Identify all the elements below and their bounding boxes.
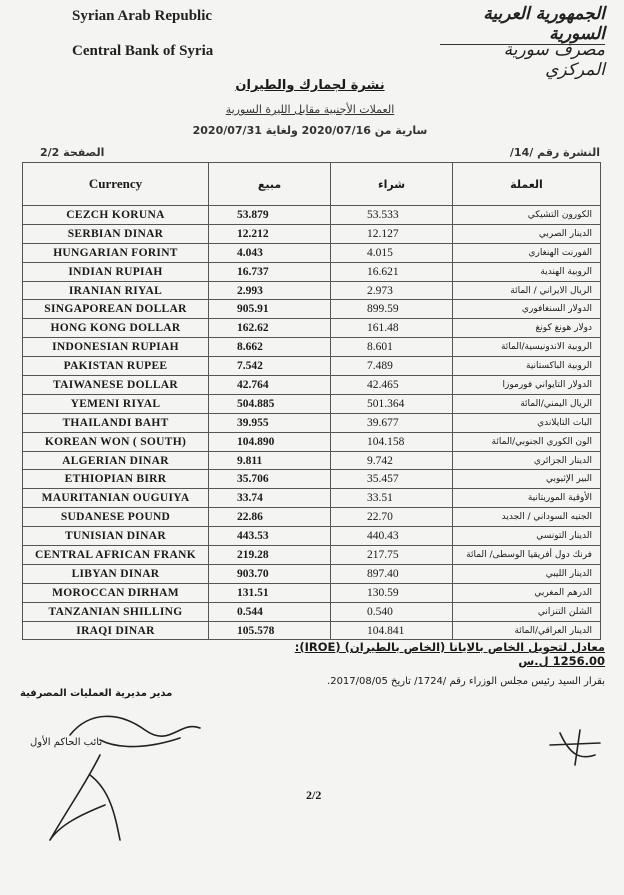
currency-name-ar: الشلن التنزاني — [453, 602, 601, 621]
buy-rate: 440.43 — [331, 527, 453, 546]
sell-rate: 219.28 — [209, 546, 331, 565]
currency-name-en: MAURITANIAN OUGUIYA — [23, 489, 209, 508]
sell-rate: 16.737 — [209, 262, 331, 281]
table-row — [23, 432, 601, 451]
currency-name-en: TAIWANESE DOLLAR — [23, 376, 209, 395]
currency-name-en: THAILANDI BAHT — [23, 413, 209, 432]
currency-name-en: YEMENI RIYAL — [23, 394, 209, 413]
buy-rate: 39.677 — [331, 413, 453, 432]
sell-rate: 35.706 — [209, 470, 331, 489]
currency-name-ar: الدينار التونسي — [453, 527, 601, 546]
currency-name-en: ETHIOPIAN BIRR — [23, 470, 209, 489]
buy-rate: 12.127 — [331, 224, 453, 243]
sell-rate: 2.993 — [209, 281, 331, 300]
sell-rate: 12.212 — [209, 224, 331, 243]
table-row — [23, 583, 601, 602]
bulletin-number: النشرة رقم /14/ — [509, 146, 600, 159]
sell-rate: 22.86 — [209, 508, 331, 527]
table-row — [23, 300, 601, 319]
sell-rate: 9.811 — [209, 451, 331, 470]
sell-rate: 53.879 — [209, 206, 331, 225]
header-buy: شراء — [331, 163, 453, 206]
currency-name-ar: الفورنت الهنغاري — [453, 243, 601, 262]
header-sell: مبيع — [209, 163, 331, 206]
currency-name-ar: الدينار الصربي — [453, 224, 601, 243]
bulletin-validity: سارية من 2020/07/16 ولغاية 2020/07/31 — [192, 124, 428, 137]
table-row — [23, 621, 601, 640]
buy-rate: 0.540 — [331, 602, 453, 621]
buy-rate: 2.973 — [331, 281, 453, 300]
header-currency-en: Currency — [23, 163, 209, 206]
buy-rate: 501.364 — [331, 394, 453, 413]
currency-name-en: HONG KONG DOLLAR — [23, 319, 209, 338]
buy-rate: 104.158 — [331, 432, 453, 451]
currency-name-en: KOREAN WON ( SOUTH) — [23, 432, 209, 451]
page-indicator: الصفحة 2/2 — [40, 146, 105, 159]
table-row — [23, 527, 601, 546]
table-header-row — [23, 163, 601, 206]
currency-name-ar: البات التايلاندي — [453, 413, 601, 432]
signer-title: مدير مديرية العمليات المصرفية — [20, 688, 173, 699]
currency-name-en: IRAQI DINAR — [23, 621, 209, 640]
buy-rate: 22.70 — [331, 508, 453, 527]
currency-name-en: INDIAN RUPIAH — [23, 262, 209, 281]
buy-rate: 7.489 — [331, 357, 453, 376]
currency-name-ar: الريال الايراني / المائة — [453, 281, 601, 300]
table-row — [23, 376, 601, 395]
currency-name-en: LIBYAN DINAR — [23, 564, 209, 583]
buy-rate: 9.742 — [331, 451, 453, 470]
header-currency-ar: العملة — [453, 163, 601, 206]
decree-note: بقرار السيد رئيس مجلس الوزراء رقم /1724/ تاريخ 2017/08/05. — [327, 676, 605, 687]
table-row — [23, 489, 601, 508]
currency-name-ar: البير الإثيوبي — [453, 470, 601, 489]
bulletin-title: نشرة لجمارك والطيران — [235, 78, 385, 93]
buy-rate: 130.59 — [331, 583, 453, 602]
table-row — [23, 262, 601, 281]
buy-rate: 897.40 — [331, 564, 453, 583]
table-row — [23, 451, 601, 470]
sell-rate: 162.62 — [209, 319, 331, 338]
table-row — [23, 281, 601, 300]
currency-name-ar: دولار هونغ كونغ — [453, 319, 601, 338]
sell-rate: 104.890 — [209, 432, 331, 451]
currency-name-ar: الأوقية الموريتانية — [453, 489, 601, 508]
sell-rate: 105.578 — [209, 621, 331, 640]
currency-name-en: INDONESIAN RUPIAH — [23, 338, 209, 357]
buy-rate: 8.601 — [331, 338, 453, 357]
sell-rate: 0.544 — [209, 602, 331, 621]
currency-name-ar: فرنك دول أفريقيا الوسطى/ المائة — [453, 546, 601, 565]
table-row — [23, 243, 601, 262]
table-row — [23, 338, 601, 357]
sell-rate: 905.91 — [209, 300, 331, 319]
currency-name-en: CENTRAL AFRICAN FRANK — [23, 546, 209, 565]
sell-rate: 39.955 — [209, 413, 331, 432]
currency-name-ar: الكورون التشيكي — [453, 206, 601, 225]
buy-rate: 104.841 — [331, 621, 453, 640]
table-row — [23, 224, 601, 243]
bank-name-ar: مصرف سورية المركزي — [503, 40, 605, 80]
currency-name-ar: الروبية الباكستانية — [453, 357, 601, 376]
sell-rate: 131.51 — [209, 583, 331, 602]
currency-name-ar: الروبية الاندونيسية/المائة — [453, 338, 601, 357]
currency-name-ar: الدينار العراقي/المائة — [453, 621, 601, 640]
buy-rate: 899.59 — [331, 300, 453, 319]
buy-rate: 53.533 — [331, 206, 453, 225]
bank-name-en: Central Bank of Syria — [72, 43, 214, 59]
table-row — [23, 413, 601, 432]
currency-name-ar: الروبية الهندية — [453, 262, 601, 281]
sell-rate: 8.662 — [209, 338, 331, 357]
buy-rate: 4.015 — [331, 243, 453, 262]
currency-name-en: HUNGARIAN FORINT — [23, 243, 209, 262]
buy-rate: 35.457 — [331, 470, 453, 489]
sell-rate: 7.542 — [209, 357, 331, 376]
currency-name-en: TANZANIAN SHILLING — [23, 602, 209, 621]
table-row — [23, 470, 601, 489]
iroe-exchange-note: معادل لتحويل الخاص بالايانا (الخاص بالطيران) (IROE): 1256.00 ل.س — [294, 640, 605, 668]
buy-rate: 33.51 — [331, 489, 453, 508]
currency-name-ar: الدينار الجزائري — [453, 451, 601, 470]
table-row — [23, 546, 601, 565]
buy-rate: 42.465 — [331, 376, 453, 395]
currency-name-ar: الدرهم المغربي — [453, 583, 601, 602]
currency-name-en: SUDANESE POUND — [23, 508, 209, 527]
signature-stamp-mark — [540, 725, 610, 770]
sell-rate: 33.74 — [209, 489, 331, 508]
currency-name-ar: الجنيه السوداني / الجديد — [453, 508, 601, 527]
country-name-ar: الجمهورية العربية السورية — [440, 4, 605, 45]
sell-rate: 504.885 — [209, 394, 331, 413]
table-row — [23, 602, 601, 621]
bulletin-subtitle: العملات الأجنبية مقابل الليرة السورية — [225, 103, 395, 116]
sell-rate: 443.53 — [209, 527, 331, 546]
currency-name-ar: الون الكوري الجنوبي/المائة — [453, 432, 601, 451]
table-row — [23, 394, 601, 413]
signature-deputy — [30, 745, 140, 855]
currency-name-en: SERBIAN DINAR — [23, 224, 209, 243]
table-row — [23, 357, 601, 376]
buy-rate: 217.75 — [331, 546, 453, 565]
table-row — [23, 564, 601, 583]
table-row — [23, 508, 601, 527]
currency-name-en: MOROCCAN DIRHAM — [23, 583, 209, 602]
currency-name-en: TUNISIAN DINAR — [23, 527, 209, 546]
exchange-rates-table — [22, 162, 601, 640]
currency-name-ar: الدينار الليبي — [453, 564, 601, 583]
sell-rate: 903.70 — [209, 564, 331, 583]
currency-name-en: IRANIAN RIYAL — [23, 281, 209, 300]
deputy-title: نائب الحاكم الأول — [30, 737, 103, 748]
currency-name-ar: الدولار السنغافوري — [453, 300, 601, 319]
page-number: 2/2 — [306, 788, 322, 802]
sell-rate: 42.764 — [209, 376, 331, 395]
currency-name-en: ALGERIAN DINAR — [23, 451, 209, 470]
buy-rate: 161.48 — [331, 319, 453, 338]
currency-name-en: SINGAPOREAN DOLLAR — [23, 300, 209, 319]
currency-name-ar: الدولار التايواني فورموزا — [453, 376, 601, 395]
table-row — [23, 206, 601, 225]
currency-name-en: CEZCH KORUNA — [23, 206, 209, 225]
buy-rate: 16.621 — [331, 262, 453, 281]
currency-name-ar: الريال اليمني/المائة — [453, 394, 601, 413]
currency-name-en: PAKISTAN RUPEE — [23, 357, 209, 376]
country-name-en: Syrian Arab Republic — [72, 8, 213, 24]
table-row — [23, 319, 601, 338]
sell-rate: 4.043 — [209, 243, 331, 262]
